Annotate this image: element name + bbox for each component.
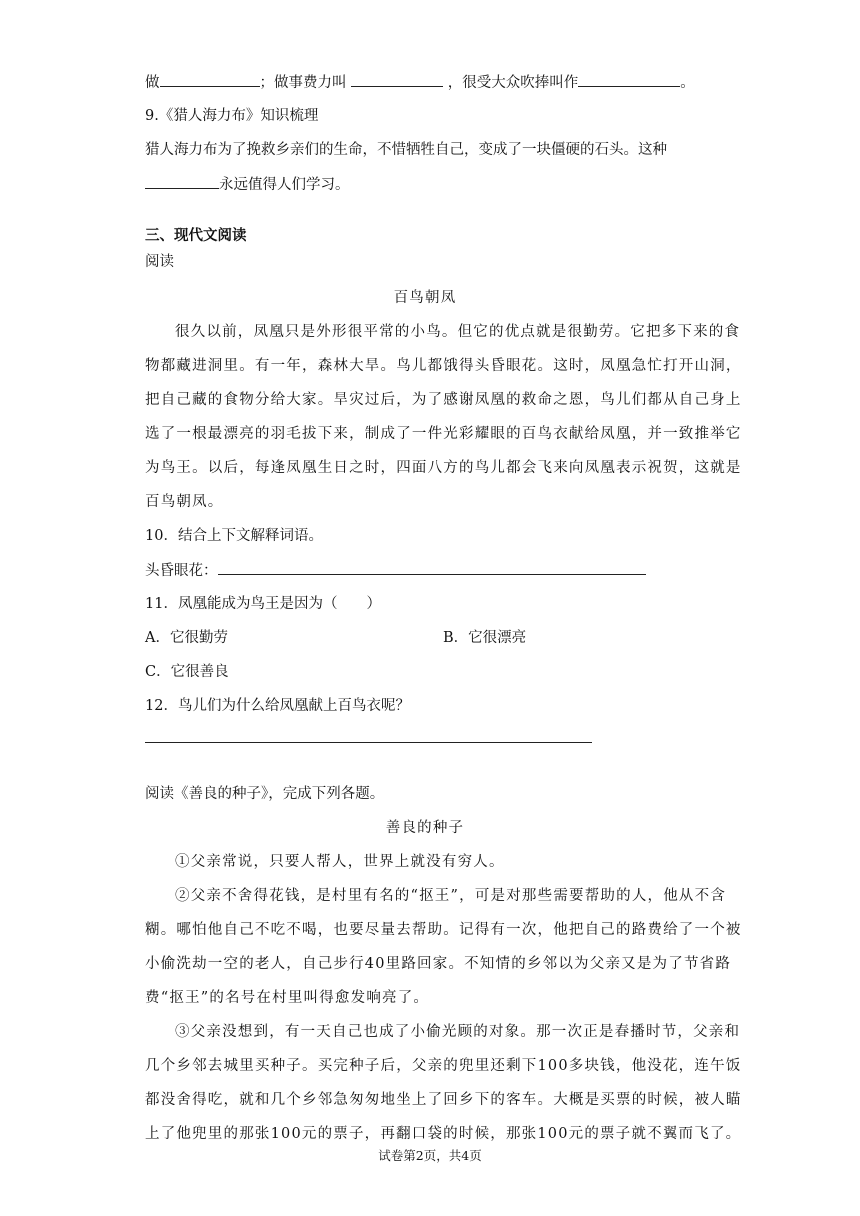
fill-text-2: ；做事费力叫 xyxy=(259,75,347,91)
story-title: 善良的种子 xyxy=(385,820,465,836)
fill-text-4: 。 xyxy=(680,75,695,91)
paragraph-1: ①父亲常说，只要人帮人，世界上就没有穷人。 xyxy=(175,854,505,870)
answer-line[interactable] xyxy=(145,742,592,743)
question-10-title: 10．结合上下文解释词语。 xyxy=(145,528,323,544)
option-b[interactable]: B．它很漂亮 xyxy=(443,630,527,646)
story-line: 选了一根最漂亮的羽毛拔下来，制成了一件光彩耀眼的百鸟衣献给凤凰，并一致推举它 xyxy=(145,426,742,442)
story-title: 百鸟朝凤 xyxy=(393,290,457,306)
option-c[interactable]: C．它很善良 xyxy=(145,664,229,680)
answer-blank[interactable] xyxy=(160,72,260,87)
question-9-text: 猎人海力布为了挽救乡亲们的生命，不惜牺牲自己，变成了一块僵硬的石头。这种 xyxy=(145,142,667,158)
read-label: 阅读 xyxy=(145,254,174,270)
answer-blank[interactable] xyxy=(145,174,219,189)
answer-blank[interactable] xyxy=(578,72,680,87)
fill-blank-line xyxy=(145,72,695,93)
story-line: 很久以前，凤凰只是外形很平常的小鸟。但它的优点就是很勤劳。它把多下来的食 xyxy=(175,324,741,340)
question-9-title: 9.《猎人海力布》知识梳理 xyxy=(145,108,319,124)
question-10-answer-line xyxy=(145,560,646,581)
question-12-title: 12．鸟儿们为什么给凤凰献上百鸟衣呢？ xyxy=(145,698,410,714)
question-10-label: 头昏眼花： xyxy=(145,563,218,579)
fill-text-3: ，很受大众吹捧叫作 xyxy=(447,75,579,91)
answer-blank[interactable] xyxy=(351,72,443,87)
page-footer: 试卷第2页，共4页 xyxy=(378,1148,482,1163)
paragraph-2-line: 费“抠王”的名号在村里叫得愈发响亮了。 xyxy=(145,990,430,1006)
paragraph-2-line: ②父亲不舍得花钱，是村里有名的“抠王”，可是对那些需要帮助的人，他从不含 xyxy=(175,888,727,904)
paragraph-2-line: 小偷洗劫一空的老人，自己步行40里路回家。不知情的乡邻以为父亲又是为了节省路 xyxy=(145,956,732,972)
paragraph-3-line: ③父亲没想到，有一天自己也成了小偷光顾的对象。那一次正是春播时节，父亲和 xyxy=(175,1024,741,1040)
question-9-text-2 xyxy=(145,174,350,195)
story-line: 为鸟王。以后，每逢凤凰生日之时，四面八方的鸟儿都会飞来向凤凰表示祝贺，这就是 xyxy=(145,460,742,476)
fill-text-1: 做 xyxy=(145,75,160,91)
paragraph-3-line: 都没舍得吃，就和几个乡邻急匆匆地坐上了回乡下的客车。大概是买票的时候，被人瞄 xyxy=(145,1092,742,1108)
story-line: 把自己藏的食物分给大家。旱灾过后，为了感谢凤凰的救命之恩，鸟儿们都从自己身上 xyxy=(145,392,742,408)
answer-blank[interactable] xyxy=(218,560,646,575)
paragraph-2-line: 糊。哪怕他自己不吃不喝，也要尽量去帮助。记得有一次，他把自己的路费给了一个被 xyxy=(145,922,742,938)
story-line: 物都藏进洞里。有一年，森林大旱。鸟儿都饿得头昏眼花。这时，凤凰急忙打开山洞， xyxy=(145,358,742,374)
question-9-text-tail: 永远值得人们学习。 xyxy=(219,177,350,193)
question-11-title: 11．凤凰能成为鸟王是因为（ ） xyxy=(145,596,381,612)
option-a[interactable]: A．它很勤劳 xyxy=(145,630,228,646)
paragraph-3-line: 上了他兜里的那张100元的票子，再翻口袋的时候，那张100元的票子就不翼而飞了。 xyxy=(145,1126,742,1142)
paragraph-3-line: 几个乡邻去城里买种子。买完种子后，父亲的兜里还剩下100多块钱，他没花，连午饭 xyxy=(145,1058,742,1074)
reading-intro: 阅读《善良的种子》，完成下列各题。 xyxy=(145,786,385,802)
section-heading: 三、现代文阅读 xyxy=(145,227,247,244)
story-line: 百鸟朝凤。 xyxy=(145,494,224,510)
